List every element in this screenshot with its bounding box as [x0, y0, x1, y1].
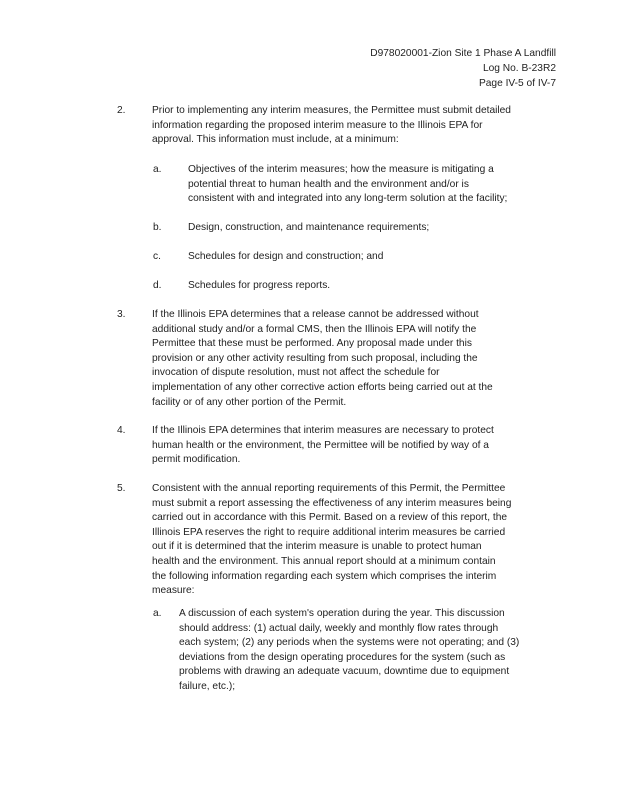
- list-subitem-2c: [153, 250, 553, 266]
- item-number: 4.: [117, 425, 126, 436]
- list-item-5: [117, 482, 557, 602]
- item-letter: a.: [153, 608, 162, 619]
- item-text: Consistent with the annual reporting requirements of this Permit, the Permittee must submit a report assessing the effectiveness of any interim measures being carried out in accordance with this Permit. Based on a review of this report, the Illinois EPA reserves the right to require additional interim measures be carried out if it is determined that the interim measure is unable to protect human health and the environment. This annual report should at a minimum contain the following information regarding each system which comprises the interim measure:: [152, 483, 512, 597]
- item-text: Schedules for design and construction; and: [188, 251, 384, 262]
- item-text: Objectives of the interim measures; how the measure is mitigating a potential threat to human health and the environment and/or is consistent with and integrated into any long-term solution at the facility;: [188, 164, 508, 205]
- item-number: 3.: [117, 309, 126, 320]
- site-id: D978020001-Zion Site 1 Phase A Landfill: [370, 48, 556, 59]
- page-number: Page IV-5 of IV-7: [478, 78, 556, 89]
- item-letter: d.: [153, 280, 162, 291]
- item-text: Design, construction, and maintenance requirements;: [188, 222, 430, 233]
- item-number: 5.: [117, 483, 126, 494]
- log-number: Log No. B-23R2: [482, 63, 556, 74]
- list-subitem-5a: [153, 607, 553, 699]
- item-text: If the Illinois EPA determines that a release cannot be addressed without additional study and/or a formal CMS, then the Illinois EPA will notify the Permittee that these must be performed. Any proposal made under this provision or any other activity resulting from such proposal, including the invocation of dispute resolution, must not affect the schedule for implementation of any other corrective action efforts being carried out at the facility or of any other portion of the Permit.: [152, 309, 493, 408]
- list-subitem-2d: [153, 279, 553, 295]
- item-text: Prior to implementing any interim measures, the Permittee must submit detailed information regarding the proposed interim measure to the Illinois EPA for approval. This information must include, at a minimum:: [152, 105, 511, 146]
- page-header: [370, 46, 556, 91]
- item-text: Schedules for progress reports.: [188, 280, 331, 291]
- list-item-2: [117, 104, 557, 150]
- item-letter: b.: [153, 222, 162, 233]
- item-letter: c.: [153, 251, 161, 262]
- item-number: 2.: [117, 105, 126, 116]
- item-text: If the Illinois EPA determines that interim measures are necessary to protect human health or the environment, the Permittee will be notified by way of a permit modification.: [152, 425, 494, 466]
- list-subitem-2a: [153, 163, 553, 209]
- item-text: A discussion of each system's operation during the year. This discussion should address: (1) actual daily, weekly and monthly flow rates through each system; (2) any periods when the systems were not operating; and (3) deviations from the design operating procedures for the system (such as problems with drawing an adequate vacuum, downtime due to equipment failure, etc.);: [179, 608, 520, 692]
- list-item-4: [117, 424, 557, 470]
- list-item-3: [117, 308, 557, 412]
- list-subitem-2b: [153, 221, 553, 237]
- item-letter: a.: [153, 164, 162, 175]
